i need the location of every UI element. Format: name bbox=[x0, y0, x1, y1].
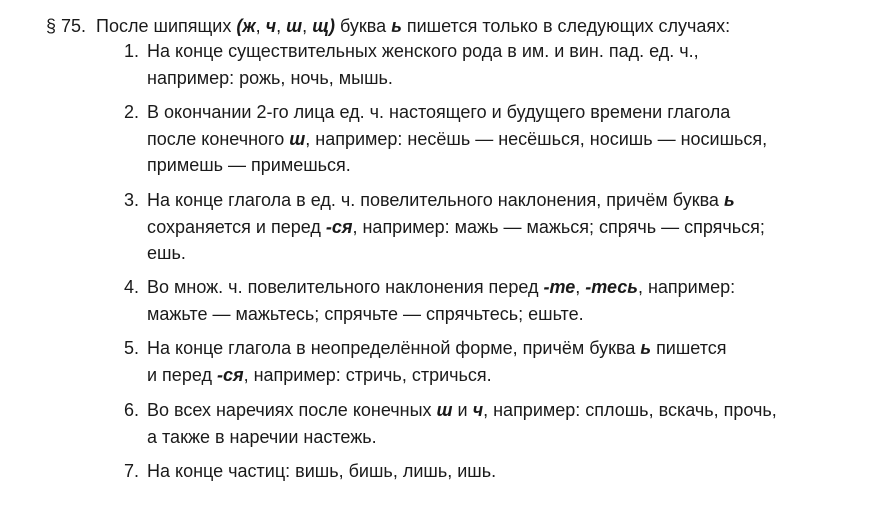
plain-text: ; bbox=[759, 216, 765, 237]
plain-text: Во всех наречиях после конечных bbox=[147, 400, 437, 420]
rule-text bbox=[147, 274, 787, 327]
plain-text: На конце глагола в ед. ч. повелительного наклонения, причём буква bbox=[147, 190, 724, 210]
plain-text: , например: bbox=[243, 364, 346, 385]
highlighted-letter: ь bbox=[640, 338, 652, 358]
highlighted-letter: -ся bbox=[325, 216, 353, 237]
plain-text: На конце глагола в неопределённой форме, причём буква bbox=[147, 338, 641, 358]
text-line bbox=[147, 99, 787, 126]
plain-text: , bbox=[276, 16, 287, 36]
plain-text: , bbox=[648, 400, 659, 420]
text-line bbox=[147, 301, 787, 328]
plain-text: . bbox=[180, 243, 186, 263]
text-line bbox=[147, 187, 787, 214]
rule-text bbox=[147, 99, 787, 179]
example-word: вишь bbox=[295, 461, 339, 481]
text-line bbox=[147, 335, 787, 362]
plain-text: , bbox=[713, 400, 724, 420]
example-word: мажь — мажься bbox=[454, 216, 590, 237]
example-word: бишь bbox=[348, 461, 393, 481]
plain-text: например: bbox=[147, 67, 240, 88]
highlighted-letter: (ж bbox=[236, 16, 256, 36]
plain-text: На конце существительных женского рода в им. и вин. пад. ед. ч., bbox=[147, 41, 699, 61]
text-line bbox=[147, 274, 787, 301]
plain-text: ; bbox=[589, 216, 600, 237]
highlighted-letter: ь bbox=[723, 190, 735, 210]
example-word: прочь bbox=[723, 400, 772, 420]
plain-text: сохраняется и перед bbox=[147, 216, 326, 237]
text-line bbox=[147, 38, 787, 65]
example-word: спрячьте — спрячьтесь bbox=[324, 303, 519, 324]
plain-text: На конце частиц: bbox=[147, 461, 296, 481]
plain-text: . bbox=[578, 303, 584, 324]
example-word: несёшь — несёшься bbox=[407, 128, 580, 149]
text-line bbox=[147, 152, 787, 179]
highlighted-letter: ч bbox=[265, 16, 277, 36]
text-line bbox=[147, 362, 787, 389]
plain-text: , bbox=[338, 461, 349, 481]
plain-text: пишется только в следующих случаях: bbox=[401, 16, 731, 36]
example-word: мажьте — мажьтесь bbox=[147, 303, 315, 324]
plain-text: , bbox=[255, 16, 266, 36]
text-line bbox=[147, 214, 787, 241]
text-line bbox=[147, 65, 787, 92]
rule-number: 3. bbox=[124, 190, 140, 210]
example-word: ешьте bbox=[528, 303, 579, 324]
plain-text: ; bbox=[518, 303, 529, 324]
plain-text: а также в наречии bbox=[147, 426, 304, 447]
plain-text: ; bbox=[314, 303, 325, 324]
rule-text bbox=[147, 397, 787, 450]
plain-text: , bbox=[762, 128, 768, 149]
plain-text: , bbox=[447, 461, 458, 481]
example-word: мышь bbox=[338, 67, 388, 88]
plain-text: . bbox=[345, 155, 351, 175]
plain-text: , например: bbox=[305, 128, 408, 149]
highlighted-letter: ш bbox=[289, 128, 306, 149]
plain-text: после конечного bbox=[147, 128, 290, 149]
example-word: примешь — примешься bbox=[147, 155, 346, 175]
example-word: стричь bbox=[345, 364, 402, 385]
highlighted-letter: -ся bbox=[216, 364, 244, 385]
section-heading-text bbox=[96, 16, 730, 36]
plain-text: . bbox=[486, 364, 492, 385]
plain-text: , bbox=[771, 400, 777, 420]
plain-text: и bbox=[452, 400, 473, 420]
example-word: сплошь bbox=[585, 400, 649, 420]
plain-text: , bbox=[392, 461, 403, 481]
rule-text bbox=[147, 458, 787, 485]
plain-text: , например: bbox=[483, 400, 586, 420]
rule-number: 4. bbox=[124, 277, 140, 297]
example-word: лишь bbox=[402, 461, 448, 481]
example-word: спрячь — спрячься bbox=[599, 216, 760, 237]
plain-text: и перед bbox=[147, 364, 217, 385]
example-word: носишь — носишься bbox=[589, 128, 763, 149]
rule-number: 1. bbox=[124, 41, 140, 61]
rule-number: 6. bbox=[124, 400, 140, 420]
plain-text: В окончании 2-го лица ед. ч. настоящего и будущего времени глагола bbox=[147, 102, 731, 122]
highlighted-letter: ь bbox=[391, 16, 402, 36]
plain-text: . bbox=[387, 67, 393, 88]
plain-text: , например: bbox=[352, 216, 455, 237]
plain-text: , bbox=[280, 67, 291, 88]
plain-text: . bbox=[491, 461, 497, 481]
plain-text: , bbox=[575, 277, 586, 297]
rule-text bbox=[147, 38, 787, 91]
rule-number: 7. bbox=[124, 461, 140, 481]
text-line bbox=[147, 424, 787, 451]
highlighted-letter: -те bbox=[543, 277, 576, 297]
example-word: ишь bbox=[457, 461, 492, 481]
plain-text: , bbox=[302, 16, 313, 36]
rule-number: 2. bbox=[124, 102, 140, 122]
highlighted-letter: ш bbox=[436, 400, 453, 420]
rule-text bbox=[147, 187, 787, 267]
plain-text: . bbox=[371, 426, 377, 447]
example-word: стричься bbox=[411, 364, 487, 385]
example-word: рожь bbox=[239, 67, 281, 88]
highlighted-letter: -тесь bbox=[585, 277, 638, 297]
rule-number: 5. bbox=[124, 338, 140, 358]
plain-text: Во множ. ч. повелительного наклонения перед bbox=[147, 277, 544, 297]
plain-text: буква bbox=[335, 16, 392, 36]
example-word: вскачь bbox=[658, 400, 714, 420]
rule-text bbox=[147, 335, 787, 388]
highlighted-letter: щ) bbox=[312, 16, 336, 36]
plain-text: , bbox=[401, 364, 412, 385]
plain-text: , например: bbox=[637, 277, 736, 297]
text-line bbox=[147, 240, 787, 267]
text-line bbox=[147, 397, 787, 424]
plain-text: пишется bbox=[651, 338, 727, 358]
plain-text: , bbox=[579, 128, 590, 149]
text-line bbox=[147, 126, 787, 153]
highlighted-letter: ч bbox=[472, 400, 484, 420]
example-word: настежь bbox=[303, 426, 372, 447]
example-word: ночь bbox=[290, 67, 329, 88]
plain-text: После шипящих bbox=[96, 16, 237, 36]
text-line bbox=[147, 458, 787, 485]
section-number: § 75. bbox=[46, 16, 87, 36]
highlighted-letter: ш bbox=[286, 16, 303, 36]
section-heading bbox=[46, 13, 730, 39]
example-word: ешь bbox=[147, 243, 181, 263]
plain-text: , bbox=[328, 67, 339, 88]
